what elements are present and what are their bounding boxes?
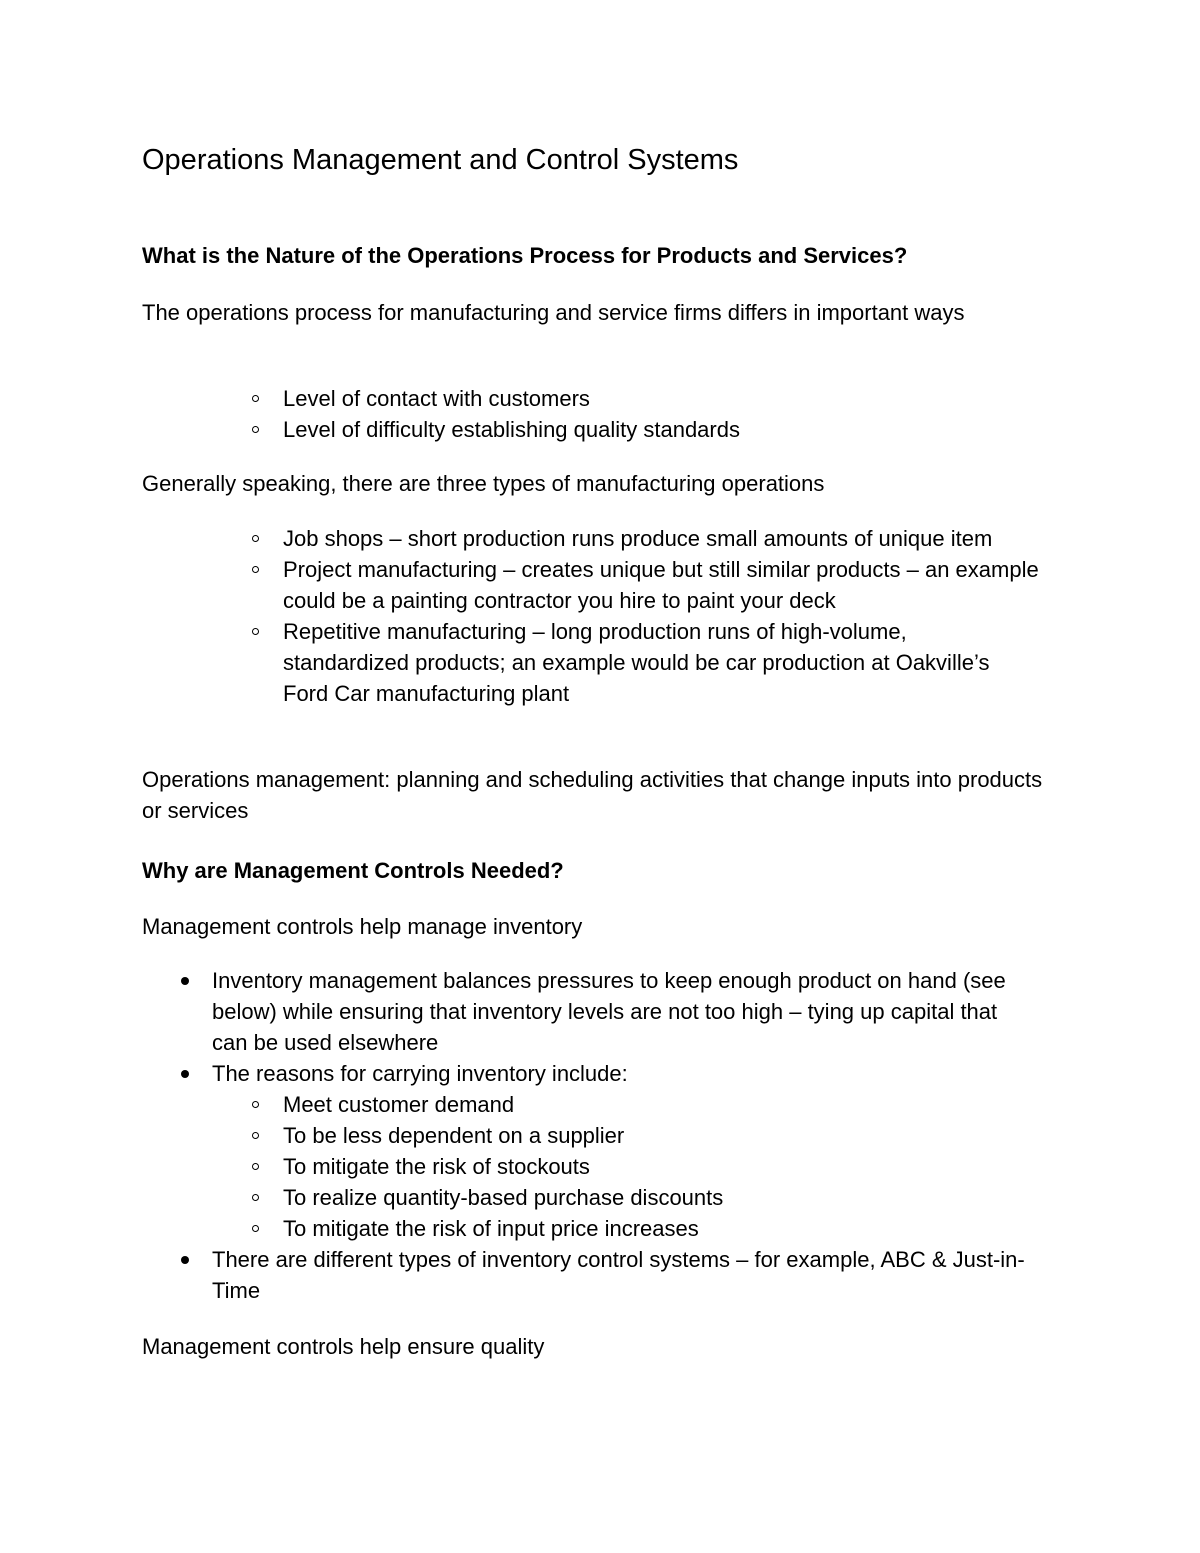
solid-bullet-icon [181, 1256, 189, 1264]
list-item: To realize quantity-based purchase discounts [212, 1182, 1062, 1213]
hollow-bullet-icon [252, 395, 259, 402]
list-item: Project manufacturing – creates unique but still similar products – an example could be a painting contractor you hire to paint your deck [142, 554, 1062, 616]
list-item: Job shops – short production runs produce small amounts of unique item [142, 523, 1062, 554]
list-item: Meet customer demand [212, 1089, 1062, 1120]
solid-bullet-icon [181, 1070, 189, 1078]
paragraph-inventory-intro: Management controls help manage inventory [142, 914, 583, 939]
hollow-bullet-icon [252, 426, 259, 433]
list-item: The reasons for carrying inventory include: Meet customer demand To be less dependent on a supplier To mitigate the risk of stockouts To realize quantity-based purchase discounts To mitigate the risk of input price increases [142, 1058, 1062, 1244]
document-title: Operations Management and Control Systems [142, 144, 739, 176]
list-inventory-reasons [212, 1089, 1062, 1244]
hollow-bullet-icon [252, 1225, 259, 1232]
paragraph-operations-management-definition: Operations management: planning and scheduling activities that change inputs into products or services [142, 767, 1043, 823]
hollow-bullet-icon [252, 1132, 259, 1139]
paragraph-operations-intro: The operations process for manufacturing and service firms differs in important ways [142, 300, 965, 325]
list-manufacturing-types [142, 523, 1062, 709]
section-heading-operations-process: What is the Nature of the Operations Process for Products and Services? [142, 243, 908, 268]
section-heading-management-controls: Why are Management Controls Needed? [142, 858, 564, 883]
paragraph-types-intro: Generally speaking, there are three types of manufacturing operations [142, 471, 825, 496]
hollow-bullet-icon [252, 535, 259, 542]
list-item: Inventory management balances pressures to keep enough product on hand (see below) while ensuring that inventory levels are not too high – tying up capital that can be used elsewhere [142, 965, 1062, 1058]
list-item: To mitigate the risk of input price increases [212, 1213, 1062, 1244]
hollow-bullet-icon [252, 566, 259, 573]
list-item: To be less dependent on a supplier [212, 1120, 1062, 1151]
list-inventory-management [142, 965, 1062, 1306]
hollow-bullet-icon [252, 1101, 259, 1108]
list-contact-quality [142, 383, 1062, 445]
hollow-bullet-icon [252, 1163, 259, 1170]
list-item: Level of contact with customers [142, 383, 1062, 414]
list-item: Repetitive manufacturing – long production runs of high-volume, standardized products; an example would be car production at Oakville’s Ford Car manufacturing plant [142, 616, 1062, 709]
list-item: Level of difficulty establishing quality standards [142, 414, 1062, 445]
hollow-bullet-icon [252, 1194, 259, 1201]
solid-bullet-icon [181, 977, 189, 985]
list-item: There are different types of inventory control systems – for example, ABC & Just-in-Time [142, 1244, 1062, 1306]
paragraph-quality-intro: Management controls help ensure quality [142, 1334, 545, 1359]
hollow-bullet-icon [252, 628, 259, 635]
list-item: To mitigate the risk of stockouts [212, 1151, 1062, 1182]
